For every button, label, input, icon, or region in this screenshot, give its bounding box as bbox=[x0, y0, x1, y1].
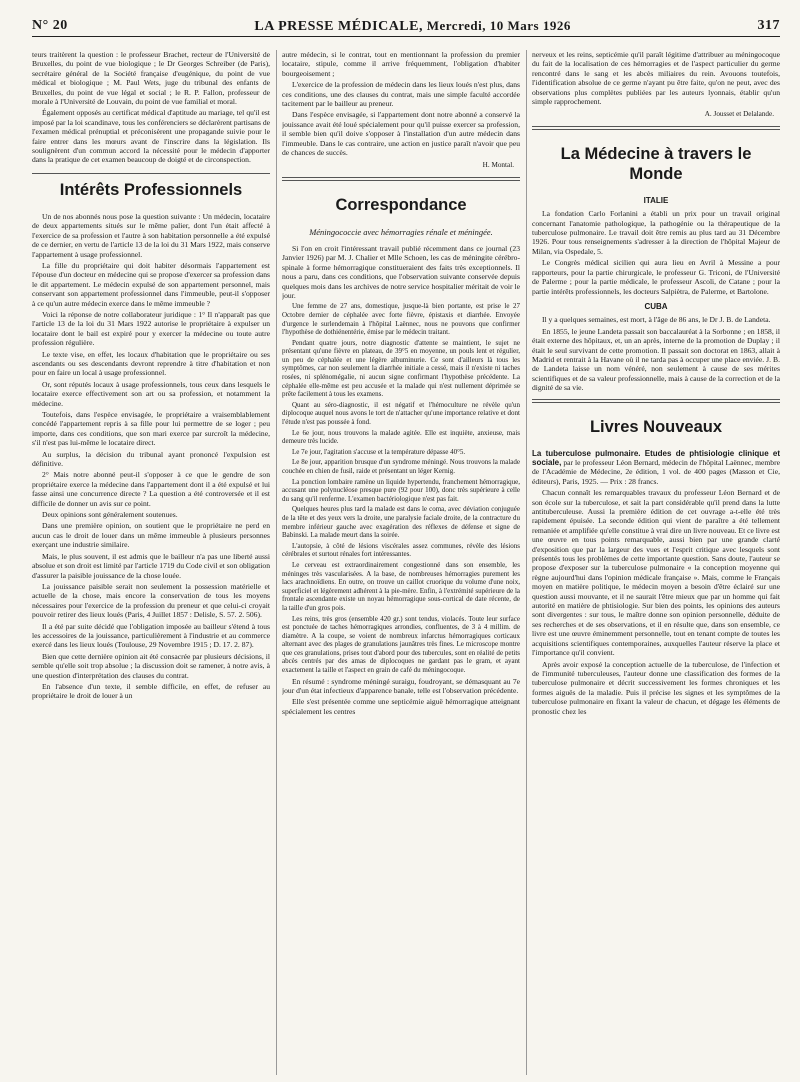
issue-date: Mercredi, 10 Mars 1926 bbox=[426, 17, 571, 33]
country-heading-italie: ITALIE bbox=[643, 195, 669, 205]
paragraph: La fille du propriétaire qui doit habiter désormais l'appartement est l'épouse d'un docteur en médecine qui se propose d'exercer sa profession dans le dit appartement. Le médecin expulsé de son appartement personnel, mais conservant son appartement professionnel dans l'immeuble, peut-il s'opposer à ce qu'un autre médecin exerce dans le même immeuble ? bbox=[32, 260, 270, 308]
section-title-medecine-monde: La Médecine à travers le Monde bbox=[560, 144, 752, 183]
paragraph: Bien que cette dernière opinion ait été consacrée par plusieurs décisions, il semble qu'elle soit trop absolue ; la discussion doit se ramener, à notre avis, à une question d'interprétation des clauses du contrat. bbox=[32, 651, 270, 680]
column-1 bbox=[32, 50, 270, 1075]
section-title-livres: Livres Nouveaux bbox=[589, 417, 723, 436]
paragraph: Chacun connaît les remarquables travaux du professeur Léon Bernard et de son école sur la tuberculose, et sait la part considérable qu'il prend dans la lutte antituberculeuse. Aussi la première édition de cet ouvrage a-t-elle été très rapidement épuisée. La seconde édition qui vient de paraître a été tellement remaniée et amplifiée qu'elle constitue à vrai dire un livre nouveau. Et ce livre est une œuvre en tous points remarquable, aussi bien par une grande clarté d'exposition que par la largeur des vues et l'esprit critique avec lesquels sont présentés tous les problèmes de cette importante question. Sans doute, l'auteur se propose d'exposer sur la tuberculose pulmonaire « la conception moyenne qui règne aujourd'hui dans l'opinion médicale française ». Mais, comme le Français moyen en matière politique, le médecin moyen a besoin d'être éclairé sur une question aussi mouvante, et il ne saurait l'être mieux que par un homme qui fait autorité en matière de phtisiologie. Sur bien des points, les opinions des auteurs sont divergentes : sur tous, le maître donne son opinion personnelle, déduite de ses recherches et de ses observations, et il en résulte que, dans son ensemble, ce livre est une œuvre éminemment personnelle, tout en tenant compte de toutes les acquisitions scientifiques contemporaines, auxquelles l'auteur réserve la place et l'importance qu'il convient. bbox=[532, 488, 780, 658]
journal-title bbox=[254, 17, 571, 34]
book-entry bbox=[532, 449, 780, 487]
paragraph: Il y a quelques semaines, est mort, à l'âge de 86 ans, le Dr J. B. de Landeta. bbox=[542, 315, 771, 325]
book-details: par le professeur Léon Bernard, médecin de l'hôpital Laënnec, membre de l'Académie de Médecine, 2e édition, 1 vol. de 400 pages (Masson et Cie, éditeurs), Paris, 1925. — Prix : 28 francs. bbox=[532, 457, 780, 486]
country-heading-cuba: CUBA bbox=[644, 301, 668, 311]
paragraph: Dans une première opinion, on soutient que le propriétaire ne perd en aucun cas le droit de louer dans un même immeuble à plusieurs personnes exerçant une industrie similaire. bbox=[32, 521, 270, 550]
paragraph: Également opposés au certificat médical d'aptitude au mariage, tel qu'il est imposé par la loi scandinave, tous les conférenciers se déclarèrent partisans de l'examen médical prénuptial et préconisèrent une propagande suivie pour le faire entrer dans les mœurs avant de l'inscrire dans la législation. Ils soulignèrent d'un commun accord la nécessité pour le médecin d'apporter dans la pratique de cet examen beaucoup de doigté et de circonspection. bbox=[32, 108, 270, 165]
paragraph: 2° Mais notre abonné peut-il s'opposer à ce que le gendre de son propriétaire exerce la médecine dans l'appartement dont il a été expulsé et lui fasse ainsi une concurrence directe ? La question a été controversée et il est difficile de donner un avis sur ce point. bbox=[32, 470, 270, 508]
paragraph: Il a été par suite décidé que l'obligation imposée au bailleur s'étend à tous les accessoires de la jouissance, particulièrement à l'industrie et au commerce exercé dans les lieux loués (Toulouse, 29 Novembre 1915 ; D. 17. 2. 87). bbox=[32, 621, 270, 650]
journal-name: LA PRESSE MÉDICALE, bbox=[254, 18, 423, 34]
small-print-block bbox=[282, 302, 520, 674]
column-divider bbox=[526, 50, 527, 1075]
paragraph: Au surplus, la décision du tribunal ayant prononcé l'expulsion est définitive. bbox=[32, 449, 270, 469]
paragraph: Le 8e jour, apparition brusque d'un syndrome méningé. Nous trouvons la malade couchée en chien de fusil, raide et présentant un léger Kernig. bbox=[282, 458, 520, 475]
paragraph: Dans l'espèce envisagée, si l'appartement dont notre abonné a conservé la jouissance avait été loué spécialement pour qu'il puisse exercer sa profession, il semble bien qu'il doive s'opposer à l'installation d'un autre médecin dans l'immeuble. Dans le cas contraire, une action en justice paraît n'avoir que peu de chances de succès. bbox=[282, 110, 520, 158]
paragraph: Une femme de 27 ans, domestique, jusque-là bien portante, est prise le 27 Octobre dernier de céphalée avec forte fièvre, épistaxis et diarrhée. Envoyée d'urgence le surlendemain à l'hôpital Laënnec, nous ne pouvons que confirmer l'hypothèse de dothiénentérie, émise par le médecin traitant. bbox=[282, 302, 520, 337]
article-subtitle: Méningococcie avec hémorragies rénale et méningée. bbox=[309, 226, 493, 237]
paragraph: Voici la réponse de notre collaborateur juridique : 1° Il n'apparaît pas que l'article 13 de la loi du 31 Mars 1922 autorise le propriétaire à expulser un locataire dont le bail est expiré pour y exercer la médecine ou toute autre profession régulière. bbox=[32, 309, 270, 348]
paragraph: Deux opinions sont généralement soutenues. bbox=[42, 510, 178, 520]
book-title: La tuberculose pulmonaire. Etudes de phtisiologie clinique et sociale, bbox=[532, 448, 780, 467]
paragraph: Toutefois, dans l'espèce envisagée, le propriétaire a vraisemblablement concédé l'appartement repris à sa fille pour lui permettre de se loger ; peu importe, dans ces conditions, que son mari exerce par surcroît la médecine, s'il n'est pas lui-même le locataire direct. bbox=[32, 410, 270, 448]
paragraph: nerveux et les reins, septicémie qu'il paraît légitime d'attribuer au méningocoque du fait de la localisation de ces hémorragies et de l'aspect particulier du germe rencontré dans le sang et les abcès miliaires du rein. Avouons toutefois, l'identification absolue de ce germe n'ayant pu être faite, qu'on ne peut, avec des observations plus complètes publiées par les auteurs lyonnais, établir qu'un simple rapprochement. bbox=[532, 50, 780, 107]
paragraph: En résumé : syndrome méningé suraigu, foudroyant, se démasquant au 7e jour d'un état infectieux d'apparence banale, telle est l'observation précédente. bbox=[282, 676, 520, 696]
column-divider bbox=[276, 50, 277, 1075]
column-2 bbox=[282, 50, 520, 1075]
paragraph: Elle s'est présentée comme une septicémie aiguë hémorragique atteignant spécialement les centres bbox=[282, 697, 520, 716]
paragraph: Le Congrès médical sicilien qui aura lieu en Avril à Messine a pour rapporteurs, pour la partie chirurgicale, le professeur G. Triconi, de l'Université de Palerme ; pour la partie médicale, le professeur Ascoli, de Catane ; pour la partie intérêts professionnels, les docteurs Salpiètra, de Palerme, et Bartolone. bbox=[532, 258, 780, 296]
paragraph: Après avoir exposé la conception actuelle de la tuberculose, de l'infection et de l'immunité tuberculeuses, l'auteur donne une classification des formes de la tuberculose pulmonaire et décrit successivement les formes chroniques et les formes aiguës de la maladie. Puis il précise les signes et les symptômes de la tuberculose pulmonaire en fixant la valeur de chacun, et dégage les éléments de pronostic chez les bbox=[532, 659, 780, 716]
paragraph: Quelques heures plus tard la malade est dans le coma, avec déviation conjuguée de la tête et des yeux vers la droite, une paralysie faciale droite, de la contracture du membre inférieur gauche avec exagération des réflexes de défense et signe de Babinski. La malade meurt dans la soirée. bbox=[282, 505, 520, 540]
author-signature: A. Jousset et Delalande. bbox=[704, 110, 774, 119]
issue-number: N° 20 bbox=[32, 18, 68, 34]
paragraph: L'autopsie, à côté de lésions viscérales assez communes, révèle des lésions cérébrales et surtout rénales fort intéressantes. bbox=[282, 541, 520, 559]
paragraph: L'exercice de la profession de médecin dans les lieux loués n'est plus, dans ces conditions, une des clauses du contrat, mais une simple faculté accordée tacitement par le bailleur au preneur. bbox=[282, 80, 520, 109]
section-divider bbox=[282, 177, 520, 181]
paragraph: Le texte vise, en effet, les locaux d'habitation que le propriétaire ou ses ascendants ou ses descendants devront reprendre à titre d'habitation et non pour en faire un local à usage professionnel. bbox=[32, 349, 270, 378]
section-title-correspondance: Correspondance bbox=[335, 195, 467, 214]
paragraph: En l'absence d'un texte, il semble difficile, en effet, de refuser au propriétaire le droit de louer à un bbox=[32, 681, 270, 701]
paragraph: Le 7e jour, l'agitation s'accuse et la température dépasse 40°5. bbox=[292, 447, 466, 456]
paragraph: Le cerveau est extraordinairement congestionné dans son ensemble, les méninges très vascularisées. A la base, de nombreuses hémorragies purement les lacs arachnoïdiens. En outre, on trouve un caillot cruorique du volume d'une noix, superficiel et légèrement adhérent à la pie-mère. Enfin, à l'extrémité supérieure de la frontale ascendante existe un noyau hémorragique sous-cortical de date récente, de la taille d'un gros pois. bbox=[282, 560, 520, 612]
paragraph: La ponction lombaire ramène un liquide hypertendu, franchement hémorragique, accusant une polynucléose presque pure (92 pour 100), donc très supérieure à celle du sang qu'il renferme. L'examen bactériologique n'est pas fait. bbox=[282, 477, 520, 503]
paragraph: Un de nos abonnés nous pose la question suivante : Un médecin, locataire de deux appartements situés sur le même palier, dont l'un était affecté à l'exercice de sa profession et l'autre à son habitation personnelle a été expulsé de ce dernier, en vertu de l'article 13 de la loi du 31 Mars 1922, mais conserve l'appartement à usage professionnel. bbox=[32, 211, 270, 259]
paragraph: Si l'on en croit l'intéressant travail publié récemment dans ce journal (23 Janvier 1926) par M. J. Chalier et Mlle Schoen, les cas de méningite cérébro-spinale à forme hémorragique constitueraient des faits très exceptionnels. Il nous a paru, dans ces conditions, que l'observation suivante conservée depuis quelques mois dans les archives de notre service hospitalier méritait de voir le jour. bbox=[282, 243, 520, 300]
paragraph: La jouissance paisible serait non seulement la possession matérielle et actuelle de la chose, mais encore la conservation de tous les moyens nécessaires pour l'exercice de la profession du preneur et que celui-ci croyait pouvoir retirer des lieux loués (Paris, 4 Juillet 1857 : Delisle, S. 57. 2. 506). bbox=[32, 581, 270, 620]
paragraph: Les reins, très gros (ensemble 420 gr.) sont tendus, violacés. Toute leur surface est ponctuée de taches hémorragiques arrondies, confluentes, de 3 à 4 millim. de diamètre. A la coupe, se voient de nombreux infarctus hémorragiques corticaux alternant avec des plages de granulations jaunâtres très fines. Le microscope montre que ces granulations, prises tout d'abord pour des tubercules, sont en réalité de petits abcès centrés par des amas de diplocoques ne gardant pas le gram, et ayant exactement la taille et l'aspect en grain de café du méningocoque. bbox=[282, 614, 520, 675]
paragraph: Quant au séro-diagnostic, il est négatif et l'hémoculture ne révèle qu'un diplocoque auquel nous avons le tort de n'attacher qu'une importance relative et dont l'étude n'est pas poussée à fond. bbox=[282, 400, 520, 427]
section-divider bbox=[532, 399, 780, 403]
section-divider bbox=[532, 126, 780, 130]
paragraph: Mais, le plus souvent, il est admis que le bailleur n'a pas une liberté aussi absolue et son droit est limité par l'article 1719 du Code civil et son obligation d'assurer la paisible jouissance de la chose louée. bbox=[32, 551, 270, 580]
paragraph: teurs traitèrent la question : le professeur Brachet, recteur de l'Université de Bruxelles, du point de vue biologique ; le Dr Georges Schreiber (de Paris), secrétaire général de la Société française d'eugénique, du point de vue médical et biologique ; M. Paul Wets, juge du tribunal des enfants de Bruxelles, du point de vue légal et social ; le R. P. Fallon, professeur de morale à l'Université de Louvain, du point de vue familial et moral. bbox=[32, 50, 270, 107]
paragraph: La fondation Carlo Forlanini a établi un prix pour un travail original concernant l'anatomie pathologique, la pathogénie ou la thérapeutique de la tuberculose pulmonaire. Le travail doit être remis au plus tard au 31 Décembre 1926. Pour tous renseignements s'adresser à la direction de l'hôpital Majeur de Milan, via Ospedale, 5. bbox=[532, 209, 780, 256]
paragraph: autre médecin, si le contrat, tout en mentionnant la profession du premier locataire, stipule, comme il arrive fréquemment, l'obligation d'habiter bourgeoisement ; bbox=[282, 50, 520, 78]
paragraph: Le 6e jour, nous trouvons la malade agitée. Elle est inquiète, anxieuse, mais demeure très lucide. bbox=[282, 428, 520, 446]
page-number: 317 bbox=[757, 18, 780, 34]
paragraph: En 1855, le jeune Landeta passait son baccalauréat à la Sorbonne ; en 1858, il était externe des hôpitaux, et, un an après, interne de la promotion de Duplay ; il était le seul survivant de cette promotion. Il passait son doctorat en 1863, allait à Madrid et rentrait à la Havane où il ne tarda pas à occuper une place enviée. J. B. de Landeta laisse un nom vénéré, non seulement à cause de ses mérites scientifiques et de sa valeur professionnelle, mais à cause de la correction et de la dignité de sa vie. bbox=[532, 326, 780, 393]
paragraph: Pendant quatre jours, notre diagnostic d'attente se maintient, le sujet ne présentant qu'une fièvre en plateau, de 39°5 en moyenne, un pouls lent et régulier, un peu de céphalée et une légère albuminurie. Ce sont d'ailleurs là tous les symptômes, car non seulement la diarrhée initiale a cessé, mais il n'existe ni taches rosées, ni splénomégalie, ni aucun signe confirmant l'hypothèse précédente. La céphalée elle-même est peu accusée et la malade qui n'est nullement déprimée se prête facilement à tous les examens. bbox=[282, 338, 520, 399]
column-3 bbox=[532, 50, 780, 1075]
author-signature: H. Montal. bbox=[482, 161, 514, 170]
paragraph: Or, sont réputés locaux à usage professionnels, tous ceux dans lesquels le locataire exerce effectivement son art ou sa profession, et notamment la médecine. bbox=[32, 379, 270, 408]
section-title-interets: Intérêts Professionnels bbox=[32, 173, 270, 204]
page-header bbox=[32, 16, 780, 37]
